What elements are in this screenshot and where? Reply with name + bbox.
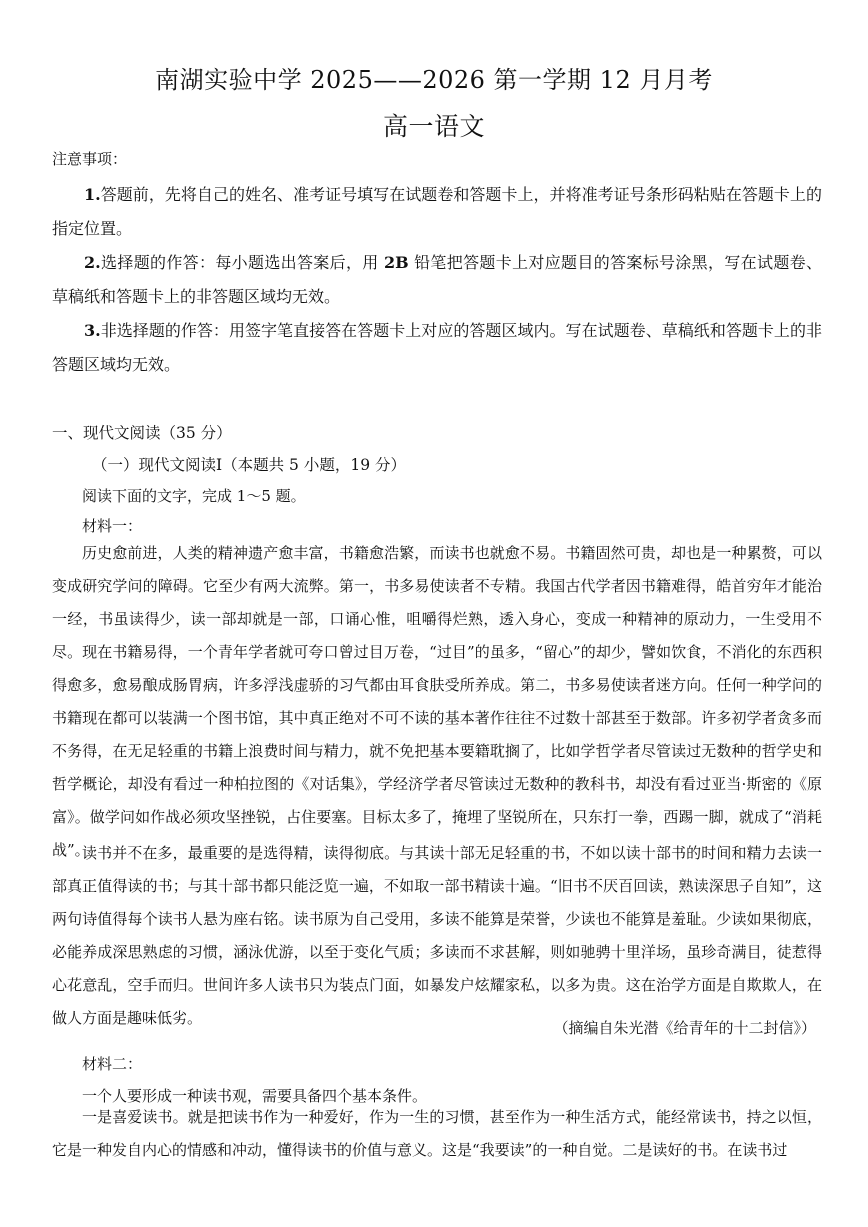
notice-number: 1. <box>84 185 101 204</box>
notice-text: 选择题的作答：每小题选出答案后，用 <box>100 253 385 272</box>
notice-item-2 <box>52 246 822 314</box>
notice-item-1 <box>52 178 822 246</box>
reading-instruction: 阅读下面的文字，完成 1～5 题。 <box>82 487 306 505</box>
notice-bold-text: 2B <box>384 253 409 272</box>
material-two-intro: 一个人要形成一种读书观，需要具备四个基本条件。 <box>82 1087 428 1105</box>
material-two-label: 材料二： <box>82 1055 143 1073</box>
exam-subject: 高一语文 <box>382 112 485 141</box>
material-one-label: 材料一： <box>82 517 143 535</box>
notice-number: 3. <box>84 321 101 340</box>
material-one-source: （摘编自朱光潜《给青年的十二封信》） <box>553 1019 816 1037</box>
exam-title: 南湖实验中学 2025——2026 第一学期 12 月月考 <box>155 66 713 94</box>
notice-item-3 <box>52 314 822 382</box>
material-one-paragraph-1: 历史愈前进，人类的精神遗产愈丰富，书籍愈浩繁，而读书也就愈不易。书籍固然可贵，却也是一种累赘，可以变成研究学问的障碍。它至少有两大流弊。第一，书多易使读者不专精。我国古代学者因书籍难得，皓首穷年才能治一经，书虽读得少，读一部却就是一部，口诵心惟，咀嚼得烂熟，透入身心，变成一种精神的原动力，一生受用不尽。现在书籍易得，一个青年学者就可夸口曾过目万卷，“过目”的虽多，“留心”的却少，譬如饮食，不消化的东西积得愈多，愈易酿成肠胃病，许多浮浅虚骄的习气都由耳食肤受所养成。第二，书多易使读者迷方向。任何一种学问的书籍现在都可以装满一个图书馆，其中真正绝对不可不读的基本著作往往不过数十部甚至于数部。许多初学者贪多而不务得，在无足轻重的书籍上浪费时间与精力，就不免把基本要籍耽搁了，比如学哲学者尽管读过无数种的哲学史和哲学概论，却没有看过一种柏拉图的《对话集》，学经济学者尽管读过无数种的教科书，却没有看过亚当·斯密的《原富》。做学问如作战必须攻坚挫锐，占住要塞。目标太多了，掩埋了坚锐所在，只东打一拳，西踢一脚，就成了“消耗战”。 <box>52 544 822 859</box>
notes-heading: 注意事项： <box>52 150 128 168</box>
notice-text: 铅笔把答题卡上对应题目的答案标号涂黑，写在试题卷、草稿纸和答题卡上的非答题区域均无效。 <box>52 253 822 306</box>
subsection-title: （一）现代文阅读Ⅰ（本题共 5 小题，19 分） <box>92 456 406 474</box>
notice-text: 非选择题的作答：用签字笔直接答在答题卡上对应的答题区域内。写在试题卷、草稿纸和答题卡上的非答题区域均无效。 <box>52 321 822 374</box>
material-one-paragraph-2: 读书并不在多，最重要的是选得精，读得彻底。与其读十部无足轻重的书，不如以读十部书的时间和精力去读一部真正值得读的书；与其十部书都只能泛览一遍，不如取一部书精读十遍。“旧书不厌百回读，熟读深思子自知”，这两句诗值得每个读书人悬为座右铭。读书原为自己受用，多读不能算是荣誉，少读也不能算是羞耻。少读如果彻底，必能养成深思熟虑的习惯，涵泳优游，以至于变化气质；多读而不求甚解，则如驰骋十里洋场，虽珍奇满目，徒惹得心花意乱，空手而归。世间许多人读书只为装点门面，如暴发户炫耀家私，以多为贵。这在治学方面是自欺欺人，在做人方面是趣味低劣。 <box>52 844 822 1027</box>
notice-text: 答题前，先将自己的姓名、准考证号填写在试题卷和答题卡上，并将准考证号条形码粘贴在答题卡上的指定位置。 <box>52 185 822 238</box>
material-two-paragraph: 一是喜爱读书。就是把读书作为一种爱好，作为一生的习惯，甚至作为一种生活方式，能经常读书，持之以恒，它是一种发自内心的情感和冲动，懂得读书的价值与意义。这是“我要读”的一种自觉。二是读好的书。在读书过 <box>52 1108 822 1159</box>
notice-number: 2. <box>84 253 101 272</box>
section-title: 一、现代文阅读（35 分） <box>52 424 232 442</box>
